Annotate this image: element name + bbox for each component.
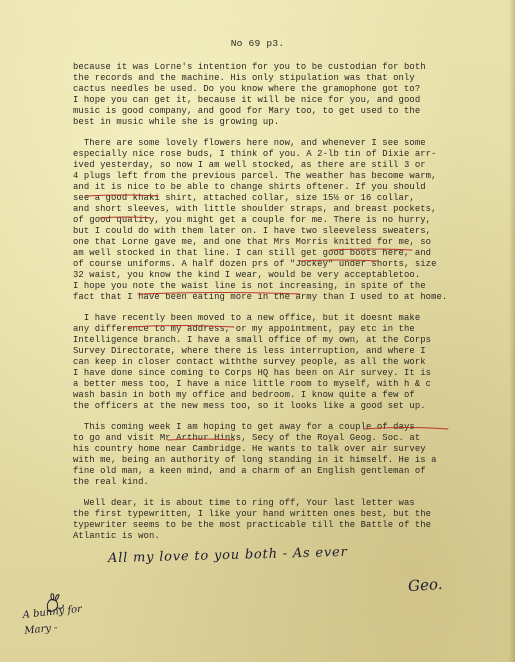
text-line: of good quality, you might get a couple for me. There is no hurry, (73, 214, 432, 225)
text-line: I have done since coming to Corps HQ has been on Air survey. It is (73, 367, 432, 378)
paragraph (73, 62, 513, 128)
text-line: There are some lovely flowers here now, and whenever I see some (73, 138, 426, 149)
text-line: a better mess too, I have a nice little room to myself, with h & c (73, 378, 432, 389)
handwritten-closing: All my love to you both - As ever (107, 544, 348, 567)
text-line: especially nice rose buds, I think of you. A 2-lb tin of Dixie arr- (73, 149, 437, 160)
text-line: 32 waist, you know the kind I wear, would be very acceptabletoo. (73, 269, 421, 280)
text-line: 4 plugs left from the previous parcel. The weather has become warm, (73, 171, 437, 182)
text-line: the real kind. (73, 476, 149, 487)
paragraph (73, 313, 513, 412)
paragraph (73, 138, 513, 302)
text-line: I hope you note the waist line is not increasing, in spite of the (73, 280, 426, 291)
text-line: cactus needles be used. Do you know where the gramophone got to? (73, 83, 421, 94)
postscript-line: Mary - (23, 622, 59, 637)
text-line: fact that I have been eating more in the army than I used to at home. (73, 291, 448, 302)
handwritten-postscript (22, 602, 84, 640)
text-line: Intelligence branch. I have a small office of my own, at the Corps (73, 334, 432, 345)
text-line: Well dear, it is about time to ring off, Your last letter was (73, 498, 415, 509)
text-line: his country home near Cambridge. He wants to talk over air survey (73, 444, 426, 454)
text-line: to go and visit Mr Arthur Hinks, Secy of the Royal Geog. Soc. at (73, 433, 421, 444)
text-line: typewriter seems to be the most practicable till the Battle of the (73, 520, 432, 531)
text-line: fine old man, a keen mind, and a charm of an English gentleman of (73, 465, 426, 476)
text-line: music is good company, and good for Mary too, to get used to the (73, 105, 421, 116)
text-line: ived yesterday, so now I am well stocked, as there are still 3 or (73, 160, 426, 171)
text-line: the officers at the new mess too, so it looks like a good set up. (73, 400, 426, 411)
text-line: any difference to my address, or my appointment, pay etc in the (73, 323, 415, 334)
text-line: I hope you can get it, because it will be nice for you, and good (73, 94, 421, 105)
text-line: of course uniforms. A half dozen prs of "Jockey" under shorts, size (73, 258, 437, 269)
text-line: and it is nice to be able to change shirts oftener. If you should (73, 182, 426, 193)
postscript-line: A bunny for (22, 603, 83, 621)
paragraph (73, 422, 513, 488)
text-line: the records and the machine. His only stipulation was that only (73, 72, 415, 83)
text-line: can keep in closer contact withthe survey people, as all the work (73, 356, 426, 367)
text-line: but I could do with them later on. I have two sleeveless sweaters, (73, 225, 432, 236)
text-line: am well stocked in that line. I can still get good boots here, and (73, 247, 432, 258)
text-line: Survey Directorate, where there is less interruption, and where I (73, 345, 426, 356)
text-line: the first typewritten, I like your hand written ones best, but the (73, 509, 432, 520)
text-line: This coming week I am hoping to get away for a couple of days (73, 422, 415, 433)
handwritten-signature: Geo. (407, 574, 443, 596)
paragraph (73, 498, 513, 542)
text-line: one that Lorne gave me, and one that Mrs Morris knitted for me, so (73, 236, 432, 247)
text-line: and short sleeves, with little shoulder straps, and breast pockets, (73, 203, 437, 214)
letter-body (73, 62, 513, 542)
text-line: because it was Lorne's intention for you to be custodian for both (73, 62, 426, 72)
page-header: No 69 p3. (230, 38, 285, 49)
text-line: best in music while she is growing up. (73, 116, 280, 127)
text-line: with me, being an authority of long standing in it himself. He is a (73, 454, 437, 465)
text-line: see a good khaki shirt, attached collar, size 15½ or 16 collar, (73, 192, 415, 203)
text-line: Atlantic is won. (73, 531, 160, 542)
text-line: I have recently been moved to a new office, but it doesnt make (73, 313, 421, 324)
text-line: wash basin in both my office and bedroom. I know quite a few of (73, 389, 415, 400)
